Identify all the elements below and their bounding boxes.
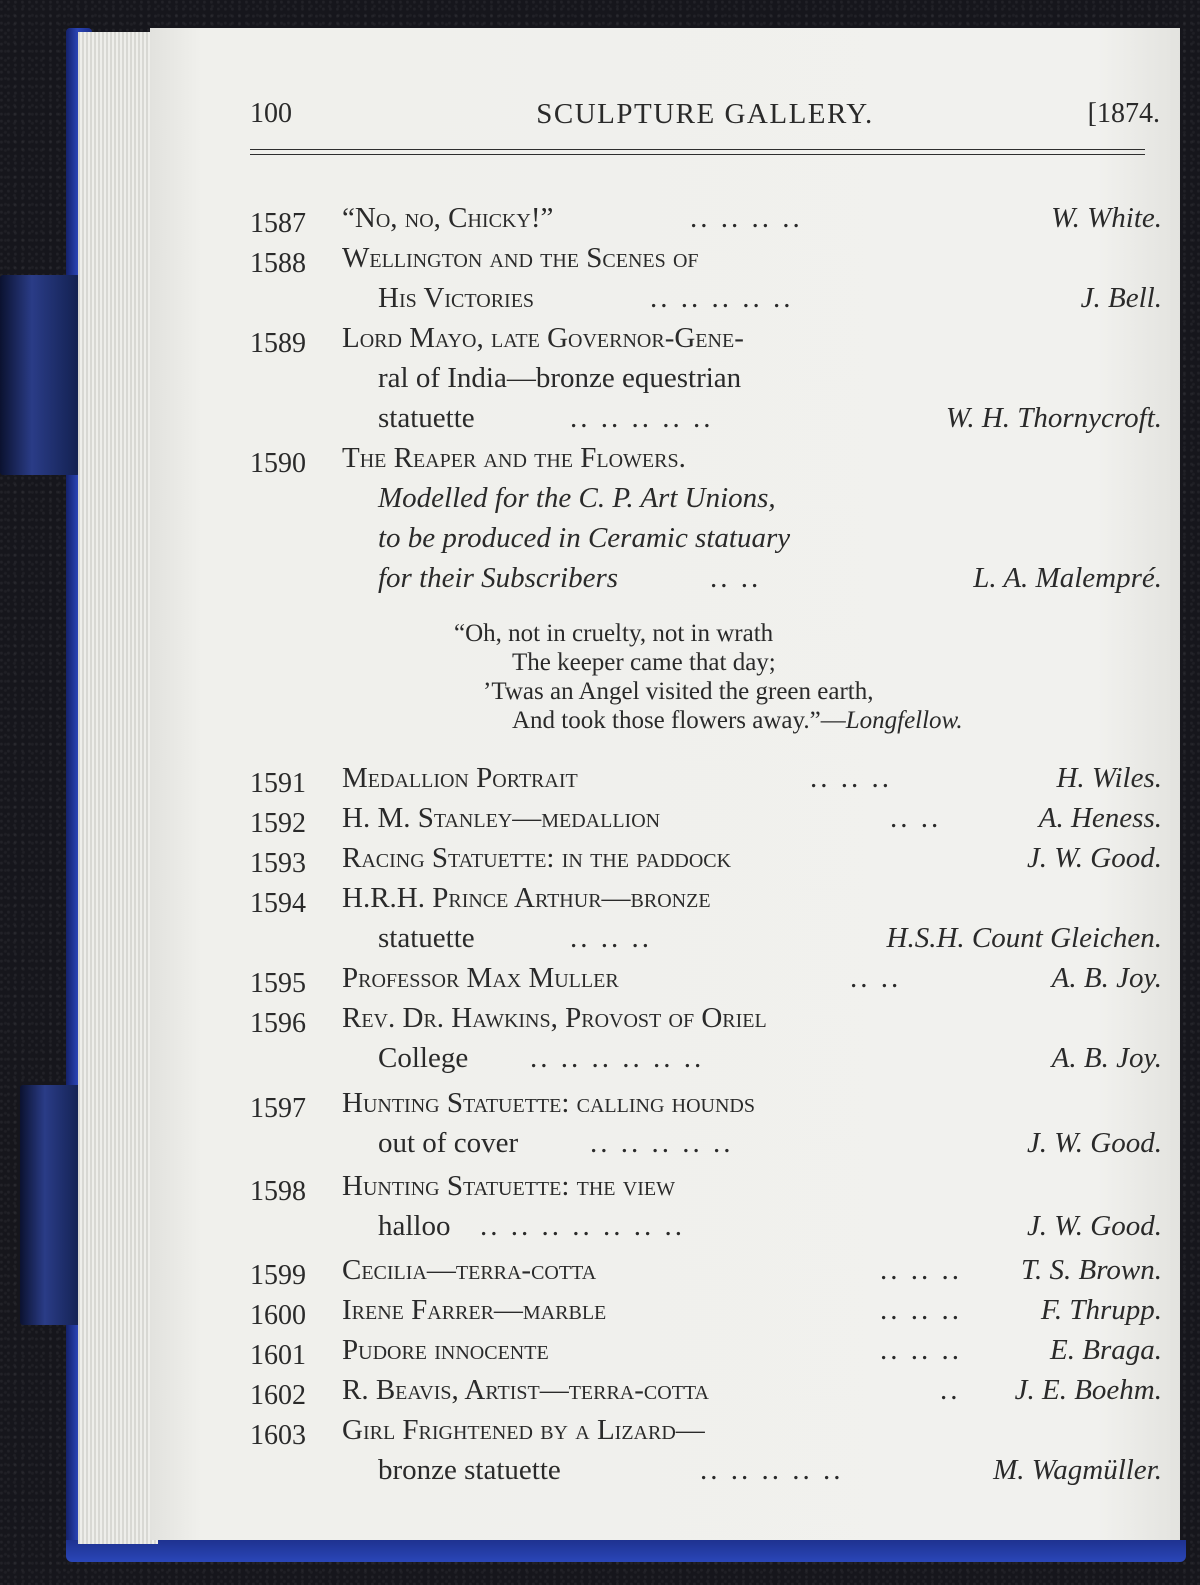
entry-title-continued: out of cover	[378, 1127, 519, 1159]
catalogue-entry	[250, 1290, 1162, 1330]
leader-dots: .. ..	[890, 802, 942, 834]
entry-title: Professor Max Muller	[342, 962, 619, 994]
leader-dots: .. .. .. .. ..	[570, 402, 714, 434]
entry-title: R. Beavis, Artist—terra-cotta	[342, 1374, 709, 1406]
entry-artist: J. W. Good.	[1026, 1127, 1162, 1159]
entry-number: 1592	[250, 808, 306, 839]
entry-title: Wellington and the Scenes of	[342, 242, 699, 274]
entry-title-continued: College	[378, 1042, 469, 1074]
entry-artist: W. White.	[1051, 202, 1162, 234]
book-bottom-binding	[66, 1540, 1186, 1562]
entry-number: 1599	[250, 1260, 306, 1291]
quote-line-final	[512, 706, 963, 735]
entry-title-continued: ral of India—bronze equestrian	[378, 362, 742, 394]
entry-description: for their Subscribers	[378, 562, 619, 594]
leader-dots: .. ..	[850, 962, 902, 994]
leader-dots: .. .. ..	[570, 922, 652, 954]
binding-strap-lower	[20, 1085, 82, 1325]
catalogue-entry	[250, 1250, 1162, 1290]
catalogue-entry	[250, 1370, 1162, 1410]
page-edges	[78, 32, 158, 1544]
entry-number: 1600	[250, 1300, 306, 1331]
entry-title: Hunting Statuette: the view	[342, 1170, 675, 1202]
entry-number: 1603	[250, 1420, 306, 1451]
leader-dots: .. .. .. .. ..	[700, 1454, 844, 1486]
entry-title: The Reaper and the Flowers.	[342, 442, 686, 474]
entry-title: H. M. Stanley—medallion	[342, 802, 661, 834]
leader-dots: .. .. ..	[880, 1294, 962, 1326]
quote-line: ’Twas an Angel visited the green earth,	[483, 678, 874, 705]
entry-title-continued: bronze statuette	[378, 1454, 561, 1486]
entry-artist: A. B. Joy.	[1051, 1042, 1162, 1074]
entry-title: Girl Frightened by a Lizard—	[342, 1414, 705, 1446]
catalogue-page	[150, 28, 1180, 1540]
catalogue-entry	[250, 1330, 1162, 1370]
quote-attribution: Longfellow.	[845, 707, 963, 734]
leader-dots: .. .. ..	[880, 1254, 962, 1286]
entry-artist: J. W. Good.	[1026, 842, 1162, 874]
entry-number: 1597	[250, 1093, 306, 1124]
entry-title-continued: statuette	[378, 402, 475, 434]
entry-number: 1595	[250, 968, 306, 999]
entry-number: 1587	[250, 208, 306, 239]
entry-artist: H. Wiles.	[1056, 762, 1162, 794]
entry-title: Cecilia—terra-cotta	[342, 1254, 597, 1286]
entry-artist: J. Bell.	[1080, 282, 1162, 314]
leader-dots: .. .. .. ..	[690, 202, 803, 234]
entry-artist: A. B. Joy.	[1051, 962, 1162, 994]
leader-dots: .. .. .. .. .. ..	[530, 1042, 705, 1074]
catalogue-entry	[250, 1083, 1162, 1163]
leader-dots: .. .. .. .. ..	[650, 282, 794, 314]
catalogue-entry	[250, 318, 1162, 438]
entry-number: 1596	[250, 1008, 306, 1039]
entry-artist: L. A. Malempré.	[973, 562, 1162, 594]
binding-strap-upper	[0, 275, 80, 475]
entry-number: 1589	[250, 328, 306, 359]
entry-title: Pudore innocente	[342, 1334, 549, 1366]
entry-title: “No, no, Chicky!”	[342, 202, 554, 234]
entry-artist: W. H. Thornycroft.	[945, 402, 1162, 434]
entry-title: Lord Mayo, late Governor-Gene-	[342, 322, 744, 354]
catalogue-entry	[250, 238, 1162, 318]
catalogue-entry	[250, 998, 1162, 1078]
page-header	[250, 98, 1160, 142]
entry-number: 1588	[250, 248, 306, 279]
entry-description: Modelled for the C. P. Art Unions,	[378, 482, 776, 514]
entry-title: Rev. Dr. Hawkins, Provost of Oriel	[342, 1002, 767, 1034]
leader-dots: .. .. ..	[880, 1334, 962, 1366]
entry-number: 1598	[250, 1176, 306, 1207]
entry-description: to be produced in Ceramic statuary	[378, 522, 791, 554]
entry-number: 1590	[250, 448, 306, 479]
catalogue-entry	[250, 838, 1162, 878]
header-rule-bottom	[250, 154, 1145, 155]
entry-artist: J. W. Good.	[1026, 1210, 1162, 1242]
page-year: [1874.	[1087, 98, 1160, 129]
header-rule-top	[250, 149, 1145, 150]
quote-line: “Oh, not in cruelty, not in wrath	[454, 620, 774, 647]
page-number: 100	[250, 98, 292, 129]
entry-number: 1602	[250, 1380, 306, 1411]
leader-dots: .. .. .. .. ..	[590, 1127, 734, 1159]
leader-dots: .. .. ..	[810, 762, 892, 794]
catalogue-entry	[250, 758, 1162, 798]
entry-title-continued: His Victories	[378, 282, 535, 314]
entry-number: 1591	[250, 768, 306, 799]
entry-title: H.R.H. Prince Arthur—bronze	[342, 882, 711, 914]
catalogue-entry	[250, 1166, 1162, 1246]
entry-title: Medallion Portrait	[342, 762, 578, 794]
entry-artist: T. S. Brown.	[1021, 1254, 1162, 1286]
entry-number: 1594	[250, 888, 306, 919]
leader-dots: .. .. .. .. .. .. ..	[480, 1210, 685, 1242]
catalogue-entry	[250, 958, 1162, 998]
leader-dots: ..	[940, 1374, 961, 1406]
entry-artist: A. Heness.	[1038, 802, 1162, 834]
quote-line: And took those flowers away.”—	[512, 707, 846, 734]
entry-title-continued: halloo	[378, 1210, 451, 1242]
entry-number: 1593	[250, 848, 306, 879]
entry-title: Irene Farrer—marble	[342, 1294, 607, 1326]
entry-title: Racing Statuette: in the paddock	[342, 842, 732, 874]
entry-title-continued: statuette	[378, 922, 475, 954]
catalogue-entry	[250, 438, 1162, 598]
catalogue-entry	[250, 798, 1162, 838]
catalogue-entry	[250, 198, 1162, 238]
entry-artist: M. Wagmüller.	[993, 1454, 1162, 1486]
quote-line: The keeper came that day;	[512, 649, 776, 676]
entry-artist: E. Braga.	[1050, 1334, 1162, 1366]
entry-artist: J. E. Boehm.	[1014, 1374, 1162, 1406]
catalogue-entry	[250, 878, 1162, 958]
entry-number: 1601	[250, 1340, 306, 1371]
page-title: SCULPTURE GALLERY.	[536, 98, 874, 130]
catalogue-entry	[250, 1410, 1162, 1490]
leader-dots: .. ..	[710, 562, 762, 594]
entry-title: Hunting Statuette: calling hounds	[342, 1087, 756, 1119]
entry-artist: F. Thrupp.	[1040, 1294, 1162, 1326]
entry-artist: H.S.H. Count Gleichen.	[886, 922, 1162, 954]
